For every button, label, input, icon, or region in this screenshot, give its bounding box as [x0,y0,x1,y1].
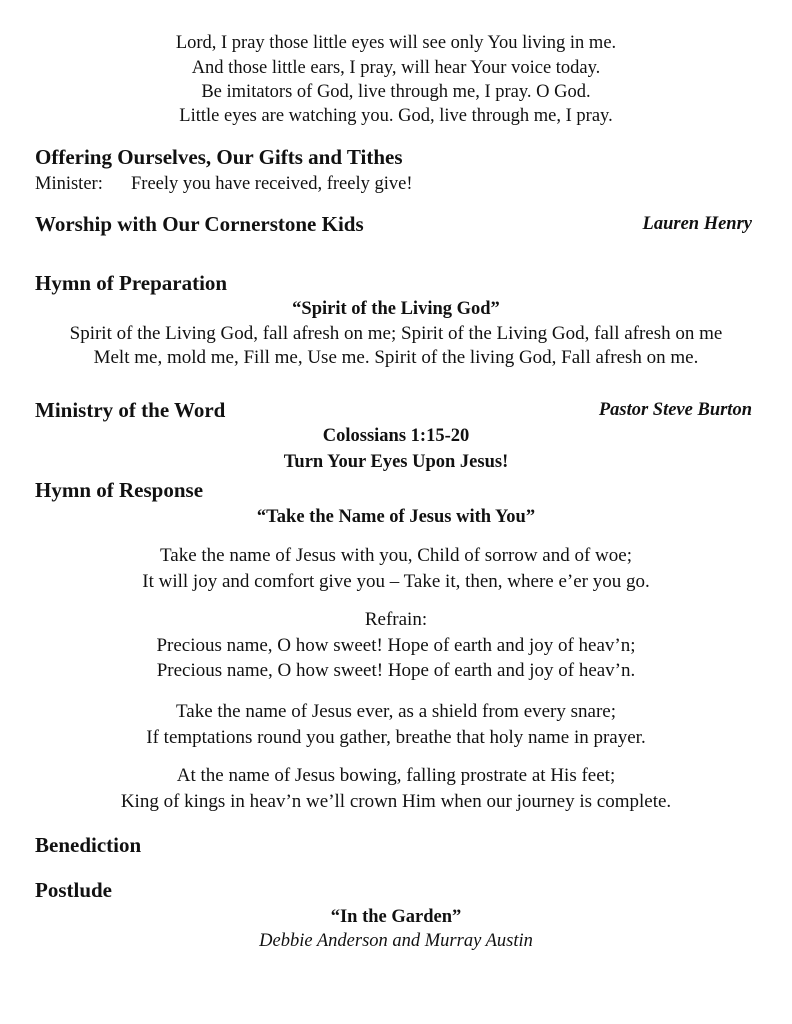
preparation-line: Melt me, mold me, Fill me, Use me. Spirit of the living God, Fall afresh on me. [93,347,699,368]
preparation-line: Spirit of the Living God, fall afresh on me; Spirit of the Living God, fall afresh on me [69,323,723,344]
offering-response [35,174,412,195]
verse-line: Take the name of Jesus with you, Child of sorrow and of woe; [160,545,632,566]
verse-line: It will joy and comfort give you – Take it, then, where e’er you go. [142,571,650,592]
verse-line: If temptations round you gather, breathe that holy name in prayer. [146,727,646,748]
preparation-title: “Spirit of the Living God” [292,299,500,319]
response-title: “Take the Name of Jesus with You” [256,507,536,527]
postlude-performers: Debbie Anderson and Murray Austin [259,931,533,951]
verse-line: Take the name of Jesus ever, as a shield from every snare; [175,701,616,722]
word-leader: Pastor Steve Burton [598,400,752,420]
kids-heading: Worship with Our Cornerstone Kids [35,212,364,236]
verse-line: At the name of Jesus bowing, falling prostrate at His feet; [176,765,616,786]
song-line: Lord, I pray those little eyes will see only You living in me. [175,33,617,53]
song-line: Little eyes are watching you. God, live through me, I pray. [179,106,613,126]
refrain-line: Precious name, O how sweet! Hope of earth and joy of heav’n; [156,635,636,656]
song-line: And those little ears, I pray, will hear Your voice today. [191,58,601,78]
refrain-label: Refrain: [364,609,428,630]
preparation-heading: Hymn of Preparation [35,271,228,295]
song-line: Be imitators of God, live through me, I pray. O God. [201,82,591,102]
offering-text: Freely you have received, freely give! [131,174,413,194]
kids-leader: Lauren Henry [642,214,752,234]
postlude-heading: Postlude [35,878,113,902]
offering-heading: Offering Ourselves, Our Gifts and Tithes [35,145,403,169]
benediction-heading: Benediction [35,833,142,857]
postlude-title: “In the Garden” [330,907,462,927]
verse-line: King of kings in heav’n we’ll crown Him when our journey is complete. [120,791,672,812]
sermon-title: Turn Your Eyes Upon Jesus! [283,452,509,472]
scripture-reference: Colossians 1:15-20 [322,426,470,446]
speaker-label: Minister: [35,174,103,194]
word-heading: Ministry of the Word [35,398,226,422]
refrain-line: Precious name, O how sweet! Hope of earth and joy of heav’n. [156,660,636,681]
response-heading: Hymn of Response [35,478,204,502]
